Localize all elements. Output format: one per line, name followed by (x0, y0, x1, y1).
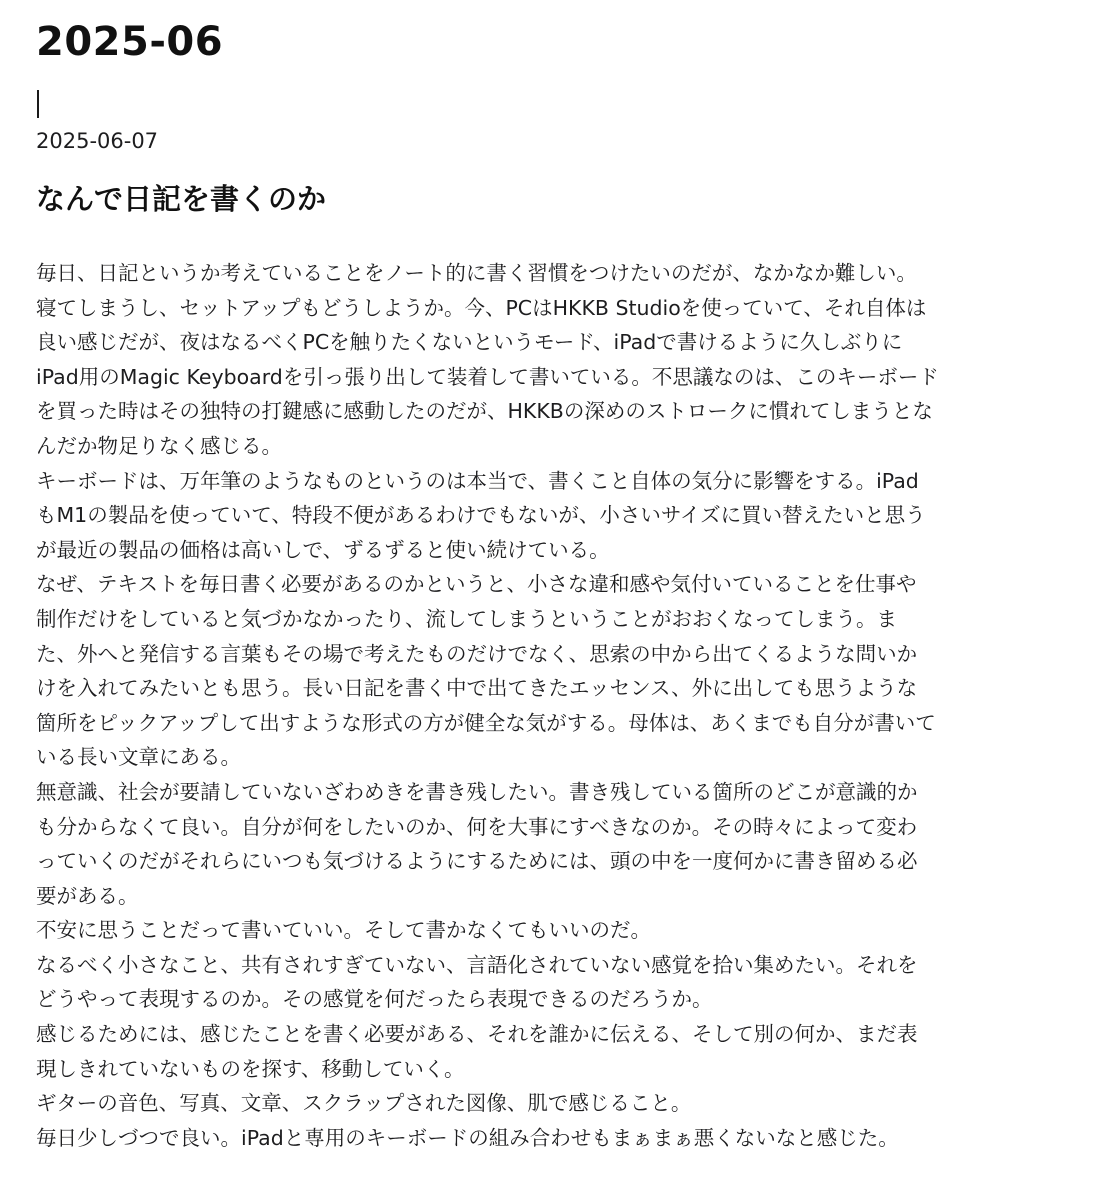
body-line[interactable]: もM1の製品を使っていて、特段不便があるわけでもないが、小さいサイズに買い替えたいと思う (36, 503, 926, 528)
body-line[interactable]: 不安に思うことだって書いていい。そして書かなくてもいいのだ。 (36, 918, 651, 943)
body-line[interactable]: ギターの音色、写真、文章、スクラップされた図像、肌で感じること。 (36, 1091, 692, 1116)
body-line[interactable]: なるべく小さなこと、共有されすぎていない、言語化されていない感覚を拾い集めたい。それを (36, 952, 918, 977)
body-line[interactable]: た、外へと発信する言葉もその場で考えたものだけでなく、思索の中から出てくるような問いか (36, 641, 918, 666)
body-line[interactable]: 箇所をピックアップして出すような形式の方が健全な気がする。母体は、あくまでも自分が書いて (36, 710, 936, 735)
body-line[interactable]: なぜ、テキストを毎日書く必要があるのかというと、小さな違和感や気付いていることを仕事や (36, 572, 917, 597)
document-title[interactable]: 2025-06 (36, 19, 224, 65)
body-line[interactable]: 現しきれていないものを探す、移動していく。 (36, 1056, 465, 1081)
body-line[interactable]: んだか物足りなく感じる。 (36, 433, 282, 458)
entry-date[interactable]: 2025-06-07 (36, 129, 159, 153)
body-line[interactable]: 良い感じだが、夜はなるべくPCを触りたくないというモード、iPadで書けるように久しぶりに (36, 330, 903, 355)
body-line[interactable]: けを入れてみたいとも思う。長い日記を書く中で出てきたエッセンス、外に出しても思うような (36, 676, 918, 701)
body-line[interactable]: どうやって表現するのか。その感覚を何だったら表現できるのだろうか。 (36, 987, 713, 1012)
body-line[interactable]: iPad用のMagic Keyboardを引っ張り出して装着して書いている。不思議なのは、このキーボード (36, 364, 939, 389)
body-line[interactable]: いる長い文章にある。 (36, 745, 241, 770)
body-line[interactable]: キーボードは、万年筆のようなものというのは本当で、書くこと自体の気分に影響をする。iPad (36, 468, 919, 493)
section-heading[interactable]: なんで日記を書くのか (36, 182, 327, 216)
body-line[interactable]: 制作だけをしていると気づかなかったり、流してしまうということがおおくなってしまう。ま (36, 606, 897, 631)
body-line[interactable]: 無意識、社会が要請していないざわめきを書き残したい。書き残している箇所のどこが意識的か (36, 779, 918, 804)
body-line[interactable]: 毎日、日記というか考えていることをノート的に書く習慣をつけたいのだが、なかなか難しい。 (36, 261, 917, 285)
text-cursor (37, 90, 39, 118)
body-line[interactable]: 要がある。 (36, 883, 139, 908)
body-line[interactable]: が最近の製品の価格は高いしで、ずるずると使い続けている。 (36, 537, 610, 562)
body-line[interactable]: 毎日少しづつで良い。iPadと専用のキーボードの組み合わせもまぁまぁ悪くないなと感じた。 (36, 1125, 899, 1150)
body-line[interactable]: 感じるためには、感じたことを書く必要がある、それを誰かに伝える、そして別の何か、まだ表 (36, 1022, 918, 1047)
body-line[interactable]: も分からなくて良い。自分が何をしたいのか、何を大事にすべきなのか。その時々によって変わ (36, 814, 918, 839)
body-line[interactable]: を買った時はその独特の打鍵感に感動したのだが、HKKBの深めのストロークに慣れてしまうとな (36, 399, 933, 424)
body-line[interactable]: っていくのだがそれらにいつも気づけるようにするためには、頭の中を一度何かに書き留める必 (36, 849, 918, 874)
entry-body[interactable] (36, 256, 1086, 1155)
body-line[interactable]: 寝てしまうし、セットアップもどうしようか。今、PCはHKKB Studioを使っていて、それ自体は (36, 295, 927, 320)
